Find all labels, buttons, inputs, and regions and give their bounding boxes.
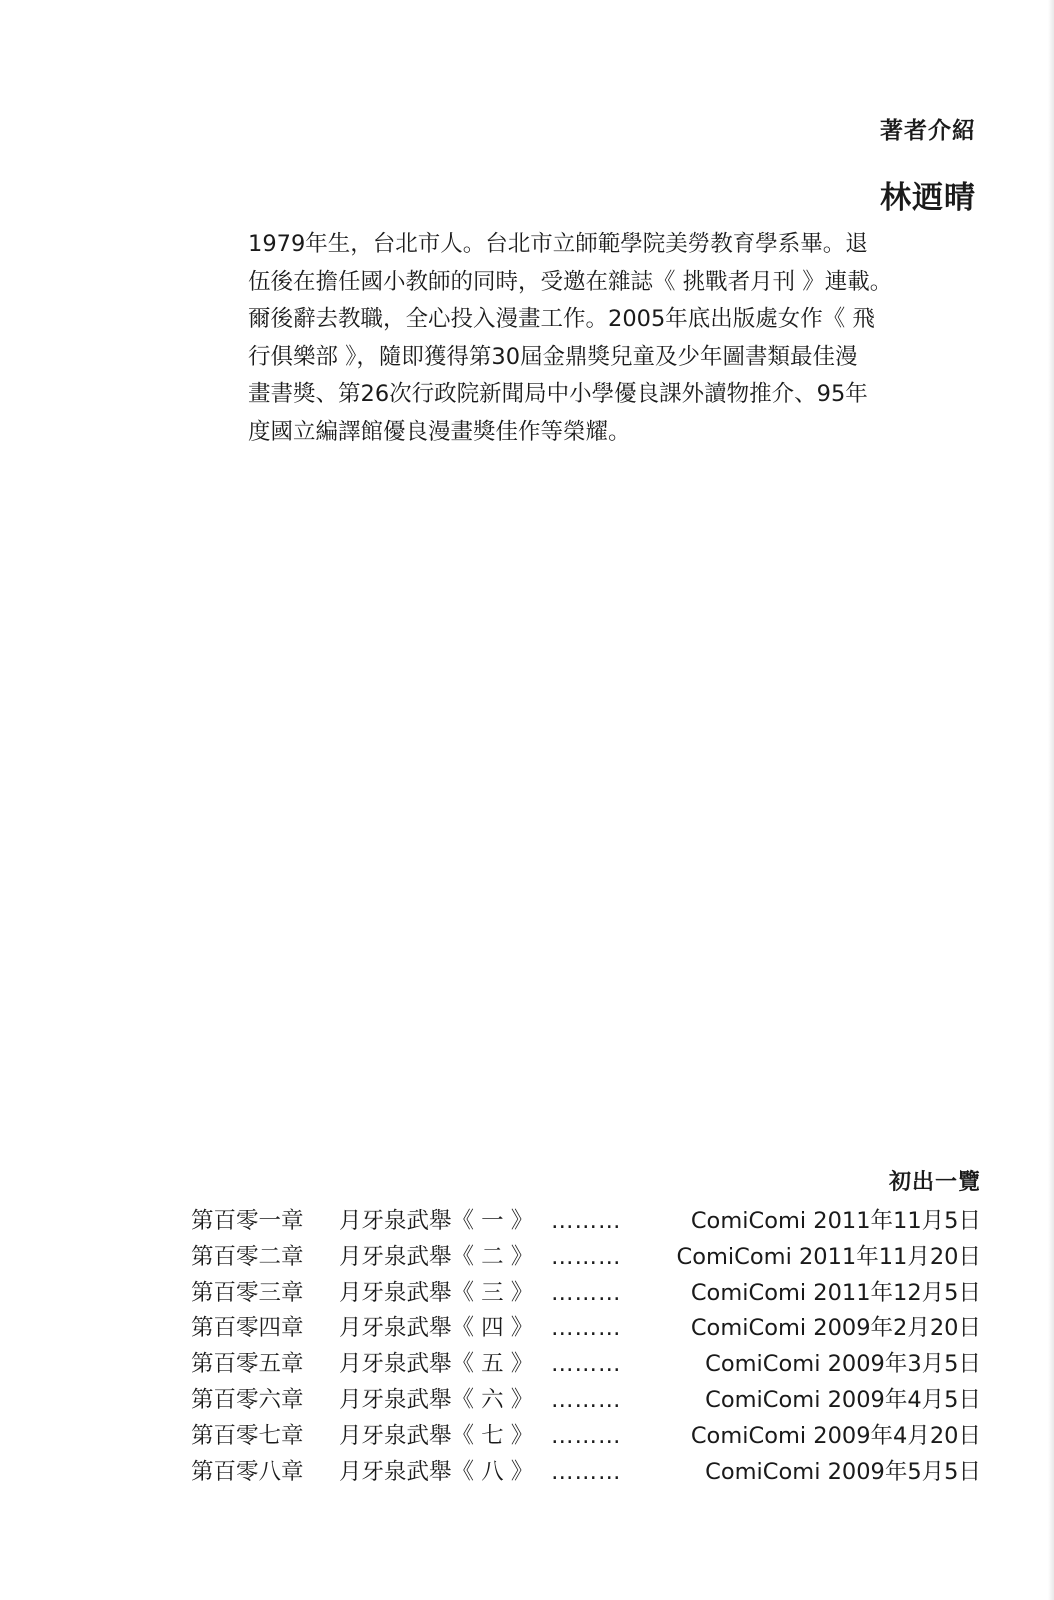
chapter-number: 第百零五章 <box>191 1351 304 1378</box>
chapter-title: 月牙泉武舉《 三 》 <box>339 1279 534 1306</box>
chapter-title: 月牙泉武舉《 一 》 <box>339 1208 534 1234</box>
publication-list <box>191 1204 981 1490</box>
chapter-number: 第百零一章 <box>191 1208 304 1234</box>
chapter-number: 第百零八章 <box>191 1458 304 1485</box>
publication-source: ComiComi 2011年11月20日 <box>676 1243 981 1270</box>
chapter-title: 月牙泉武舉《 八 》 <box>339 1458 534 1485</box>
publication-row <box>191 1204 981 1240</box>
chapter-number: 第百零三章 <box>191 1279 304 1306</box>
leader-dots: ……… <box>551 1208 622 1234</box>
bio-line: 爾後辭去教職，全心投入漫畫工作。2005年底出版處女作《 飛 <box>248 306 875 332</box>
author-section-heading: 著者介紹 <box>880 118 976 144</box>
publication-source: ComiComi 2011年12月5日 <box>690 1279 981 1306</box>
leader-dots: ……… <box>551 1386 622 1413</box>
page-edge <box>1048 0 1054 1600</box>
author-name: 林迺晴 <box>880 180 976 216</box>
chapter-number: 第百零二章 <box>191 1243 304 1270</box>
publication-source: ComiComi 2009年5月5日 <box>705 1458 981 1485</box>
bio-line: 行俱樂部 》，隨即獲得第30屆金鼎獎兒童及少年圖書類最佳漫 <box>248 343 858 370</box>
leader-dots: ……… <box>551 1243 622 1270</box>
bio-line: 畫書獎、第26次行政院新聞局中小學優良課外讀物推介、95年 <box>248 381 868 407</box>
author-bio <box>248 226 988 451</box>
publication-source: ComiComi 2009年2月20日 <box>690 1315 981 1342</box>
chapter-number: 第百零四章 <box>191 1315 304 1342</box>
leader-dots: ……… <box>551 1315 622 1342</box>
publication-row <box>191 1455 981 1491</box>
publication-row <box>191 1347 981 1383</box>
publication-row <box>191 1240 981 1276</box>
bio-line: 1979年生，台北市人。台北市立師範學院美勞教育學系畢。退 <box>248 231 868 257</box>
publication-row <box>191 1311 981 1347</box>
publication-source: ComiComi 2009年4月20日 <box>690 1422 981 1449</box>
chapter-title: 月牙泉武舉《 六 》 <box>339 1386 534 1413</box>
publication-source: ComiComi 2011年11月5日 <box>690 1208 981 1234</box>
leader-dots: ……… <box>551 1458 622 1485</box>
publication-row <box>191 1276 981 1312</box>
publication-row <box>191 1419 981 1455</box>
bio-line: 伍後在擔任國小教師的同時，受邀在雜誌《 挑戰者月刊 》連載。 <box>248 268 893 295</box>
chapter-number: 第百零七章 <box>191 1422 304 1449</box>
chapter-title: 月牙泉武舉《 七 》 <box>339 1422 534 1449</box>
chapter-title: 月牙泉武舉《 二 》 <box>339 1243 534 1270</box>
publication-source: ComiComi 2009年4月5日 <box>705 1386 981 1413</box>
publication-source: ComiComi 2009年3月5日 <box>705 1351 981 1378</box>
chapter-number: 第百零六章 <box>191 1386 304 1413</box>
bio-line: 度國立編譯館優良漫畫獎佳作等榮耀。 <box>248 418 631 445</box>
leader-dots: ……… <box>551 1422 622 1449</box>
publication-row <box>191 1383 981 1419</box>
leader-dots: ……… <box>551 1351 622 1378</box>
chapter-title: 月牙泉武舉《 五 》 <box>339 1351 534 1378</box>
chapter-title: 月牙泉武舉《 四 》 <box>339 1315 534 1342</box>
publication-list-heading: 初出一覽 <box>888 1170 981 1195</box>
leader-dots: ……… <box>551 1279 622 1306</box>
